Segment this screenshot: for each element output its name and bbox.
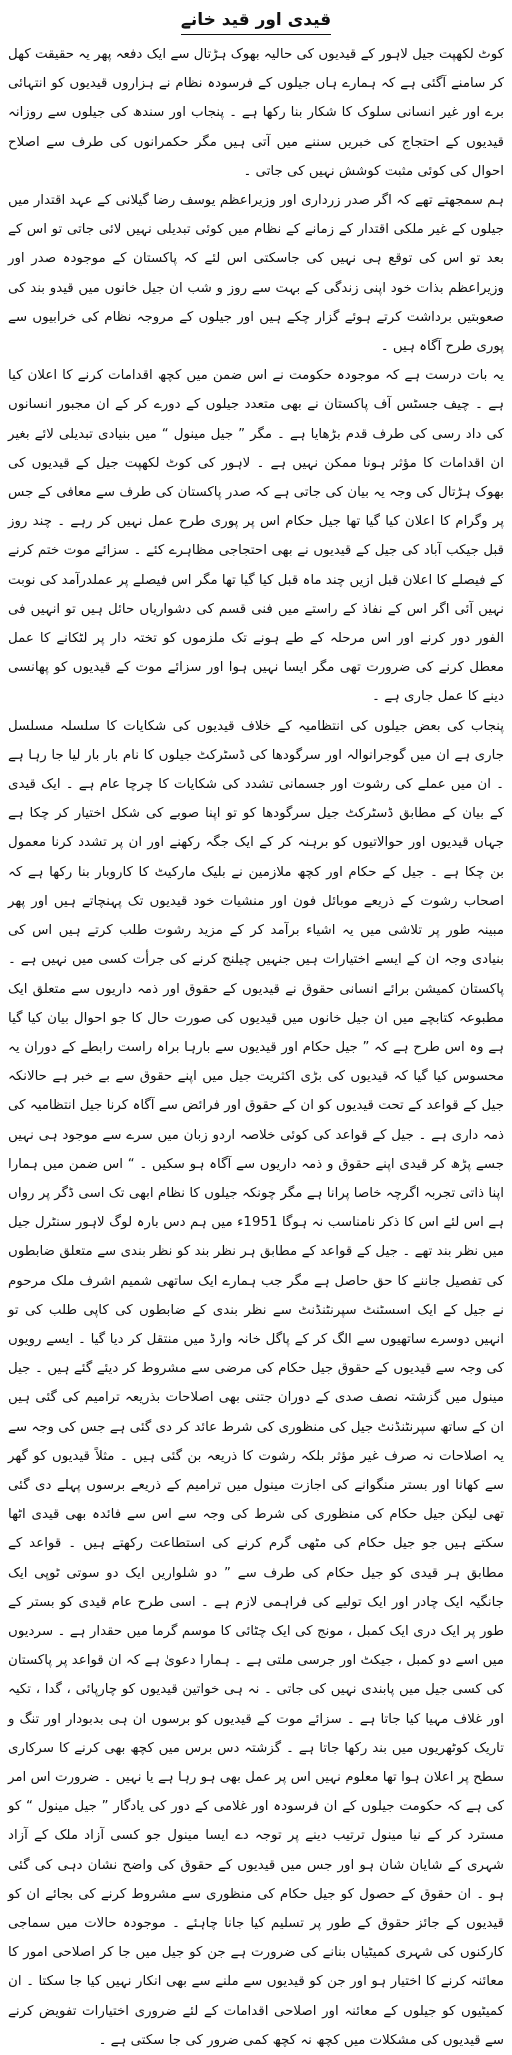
- paragraph-reforms: یہ بات درست ہے کہ موجودہ حکومت نے اس ضمن میں کچھ اقدامات کرنے کا اعلان کیا ہے ۔ چیف جسٹس آف پاکستان نے بھی متعدد جیلوں کے دورے کر کے ان مجبور انسانوں کی داد رسی کی طرف قدم بڑھایا ہے ۔ مگر ” جیل مینول “ میں بنیادی تبدیلی لائے بغیر ان اقدامات کا مؤثر ہونا ممکن نہیں ہے ۔ لاہور کی کوٹ لکھپت جیل کے قیدیوں کی بھوک ہڑتال کی وجہ یہ بیان کی جاتی ہے کہ صدر پاکستان کی طرف سے معافی کے جس پر وگرام کا اعلان کیا گیا تھا جیل حکام اس پر پوری طرح عمل نہیں کر رہے ۔ چند روز قبل جیکب آباد کی جیل کے قیدیوں نے بھی احتجاجی مظاہرے کئے ۔ سزائے موت ختم کرنے کے فیصلے کا اعلان قبل ازیں چند ماہ قبل کیا گیا تھا مگر اس فیصلے پر عملدرآمد کی نوبت نہیں آئی اگر اس کے نفاذ کے راستے میں فنی قسم کی دشواریاں حائل ہیں تو انہیں فی الفور دور کرنے اور اس مرحلہ کے طے ہونے تک ملزموں کو تختہ دار پر لٹکانے کا عمل معطل کرنے کی ضرورت تھی مگر ایسا نہیں ہوا اور سزائے موت کے قیدیوں کو پھانسی دینے کا عمل جاری ہے ۔: [8, 368, 504, 705]
- paragraph-leaders: ہم سمجھتے تھے کہ اگر صدر زرداری اور وزیراعظم یوسف رضا گیلانی کے عہد اقتدار میں جیلوں کے غیر ملکی اقتدار کے زمانے کے نظام میں کوئی تبدیلی نہیں لائی جاتی تو اس کے بعد تو اس کی توقع ہی نہیں کی جاسکتی اس لئے کہ پاکستان کے موجودہ صدر اور وزیراعظم بذات خود اپنی زندگی کے بہت سے روز و شب ان جیل خانوں میں قیدو بند کی صعوبتیں برداشت کرتے ہوئے گزار چکے ہیں اور جیلوں کے مروجہ نظام کی خرابیوں سے پوری طرح آگاہ ہیں ۔: [8, 193, 504, 355]
- paragraph-intro: کوٹ لکھپت جیل لاہور کے قیدیوں کی حالیہ بھوک ہڑتال سے ایک دفعہ پھر یہ حقیقت کھل کر سامنے آگئی ہے کہ ہمارے ہاں جیلوں کے فرسودہ نظام نے ہزاروں قیدیوں کو انتہائی برے اور غیر انسانی سلوک کا شکار بنا رکھا ہے ۔ پنجاب اور سندھ کی جیلوں سے روزانہ قیدیوں کے احتجاج کی خبریں سننے میں آتی ہیں مگر حکمرانوں کی طرف سے اصلاح احوال کی کوئی مثبت کوشش نہیں کی جاتی ۔: [8, 47, 504, 179]
- headline: قیدی اور قید خانے: [181, 8, 331, 35]
- headline-block: [8, 4, 504, 38]
- article-body: [8, 40, 504, 2055]
- paragraph-complaints: پنجاب کی بعض جیلوں کی انتظامیہ کے خلاف قیدیوں کی شکایات کا سلسلہ مسلسل جاری ہے ان میں گوجرانوالہ اور سرگودھا کی ڈسٹرکٹ جیلوں کا نام بار بار لیا جا رہا ہے ۔ ان میں عملے کی رشوت اور جسمانی تشدد کی شکایات کا چرچا عام ہے ۔ ایک قیدی کے بیان کے مطابق ڈسٹرکٹ جیل سرگودھا کو تو اپنا صوبے کی شکل اختیار کر چکا ہے جہاں قیدیوں اور حوالاتیوں کو برہنہ کر کے ایک جگہ رکھنے اور ان پر تشدد کرنا معمول بن چکا ہے ۔ جیل کے حکام اور کچھ ملازمین نے بلیک مارکیٹ کا کاروبار بنا رکھا ہے کہ اصحاب رشوت کے ذریعے موبائل فون اور منشیات خود قیدیوں تک پہنچاتے ہیں اور پھر مبینہ طور پر تلاشی میں یہ اشیاء برآمد کر کے مزید رشوت طلب کرتے ہیں اس کی بنیادی وجہ ان کے ایسے اختیارات ہیں جنہیں چیلنج کرنے کی جرأت کسی میں نہیں ہے ۔ پاکستان کمیشن برائے انسانی حقوق نے قیدیوں کے حقوق اور ذمہ داریوں سے متعلق ایک مطبوعہ کتابچے میں ان جیل خانوں میں قیدیوں کی صورت حال کا جو احوال بیان کیا گیا ہے وہ اس طرح ہے کہ ” جیل حکام اور قیدیوں سے بارہا براہ راست رابطے کے دوران یہ محسوس کیا گیا کہ قیدیوں کی بڑی اکثریت جیل میں اپنے حقوق سے بے خبر ہے حالانکہ جیل کے قواعد کے تحت قیدیوں کو ان کے حقوق اور فرائض سے آگاہ کرنا جیل انتظامیہ کی ذمہ داری ہے ۔ جیل کے قواعد کی کوئی خلاصہ اردو زبان میں سرے سے موجود ہی نہیں جسے پڑھ کر قیدی اپنے حقوق و ذمہ داریوں سے آگاہ ہو سکیں ۔ “ اس ضمن میں ہمارا اپنا ذاتی تجربہ اگرچہ خاصا پرانا ہے مگر چونکہ جیلوں کا نظام ابھی تک اسی ڈگر پر رواں ہے اس لئے اس کا ذکر نامناسب نہ ہوگا 1951ء میں ہم دس بارہ لوگ لاہور سنٹرل جیل میں نظر بند تھے ۔ جیل کے قواعد کے مطابق ہر نظر بند کو نظر بندی سے متعلق ضابطوں کی تفصیل جاننے کا حق حاصل ہے مگر جب ہمارے ایک ساتھی شمیم اشرف ملک مرحوم نے جیل کے ایک اسسٹنٹ سپرنٹنڈنٹ سے نظر بندی کے ضابطوں کی کاپی طلب کی تو انہیں دوسرے ساتھیوں سے الگ کر کے پاگل خانہ وارڈ میں منتقل کر دیا گیا ۔ ایسے رویوں کی وجہ سے قیدیوں کے حقوق جیل حکام کی مرضی سے مشروط کر دیئے گئے ہیں ۔ جیل مینول میں گزشتہ نصف صدی کے دوران جتنی بھی اصلاحات بذریعہ ترامیم کی گئی ہیں ان کے ساتھ سپرنٹنڈنٹ جیل کی منظوری کی شرط عائد کر دی گئی ہے جس کی وجہ سے یہ اصلاحات نہ صرف غیر مؤثر بلکہ رشوت کا ذریعہ بن گئی ہیں ۔ مثلاً قیدیوں کو گھر سے کھانا اور بستر منگوانے کی اجازت مینول میں ترامیم کے ذریعے برسوں پہلے دی گئی تھی لیکن جیل حکام کی منظوری کی شرط کی وجہ سے اس سے فائدہ بھی قیدی اٹھا سکتے ہیں جو جیل حکام کی مٹھی گرم کرنے کی استطاعت رکھتے ہیں ۔ قواعد کے مطابق ہر قیدی کو جیل حکام کی طرف سے ” دو شلواریں ایک دو سوتی ٹوپی ایک جانگیہ ایک چادر اور ایک تولیے کی فراہمی لازم ہے ۔ اسی طرح عام قیدی کو بستر کے طور پر ایک دری ایک کمبل ، مونج کی ایک چٹائی کا موسم گرما میں حقدار ہے ۔ سردیوں میں اسے دو کمبل ، جیکٹ اور جرسی ملتی ہے ۔ ہمارا دعویٰ ہے کہ ان قواعد پر پاکستان کی کسی جیل میں پابندی نہیں کی جاتی ۔ نہ ہی خواتین قیدیوں کو چارپائی ، گدا ، تکیہ اور غلاف مہیا کیا جاتا ہے ۔ سزائے موت کے قیدیوں کو برسوں ان ہی بدبودار اور تنگ و تاریک کوٹھریوں میں بند رکھا جاتا ہے ۔ گزشتہ دس برس میں کچھ بھی کرنے کا سرکاری سطح پر اعلان ہوا تھا معلوم نہیں اس پر عمل بھی ہو رہا ہے یا نہیں ۔ ضرورت اس امر کی ہے کہ حکومت جیلوں کے ان فرسودہ اور غلامی کے دور کی یادگار ” جیل مینول “ کو مسترد کر کے نیا مینول ترتیب دینے پر توجہ دے ایسا مینول جو کسی آزاد ملک کے آزاد شہری کے شایان شان ہو اور جس میں قیدیوں کے حقوق کی واضح نشان دہی کی گئی ہو ۔ ان حقوق کے حصول کو جیل حکام کی منظوری سے مشروط کرنے کی بجائے ان کو قیدیوں کے جائز حقوق کے طور پر تسلیم کیا جانا چاہئے ۔ موجودہ حالات میں سماجی کارکنوں کی شہری کمیٹیاں بنانے کی ضرورت ہے جن کو جیل میں جا کر اصلاحی امور کا معائنہ کرنے کا اختیار ہو اور جن کو قیدیوں سے ملنے سے بھی انکار نہیں کیا جا سکتا ۔ ان کمیٹیوں کو جیلوں کے معائنہ اور اصلاحی اقدامات کے لئے ضروری اختیارات تفویض کرنے سے قیدیوں کی مشکلات میں کچھ نہ کچھ کمی ضرور کی جا سکتی ہے ۔: [8, 718, 505, 2048]
